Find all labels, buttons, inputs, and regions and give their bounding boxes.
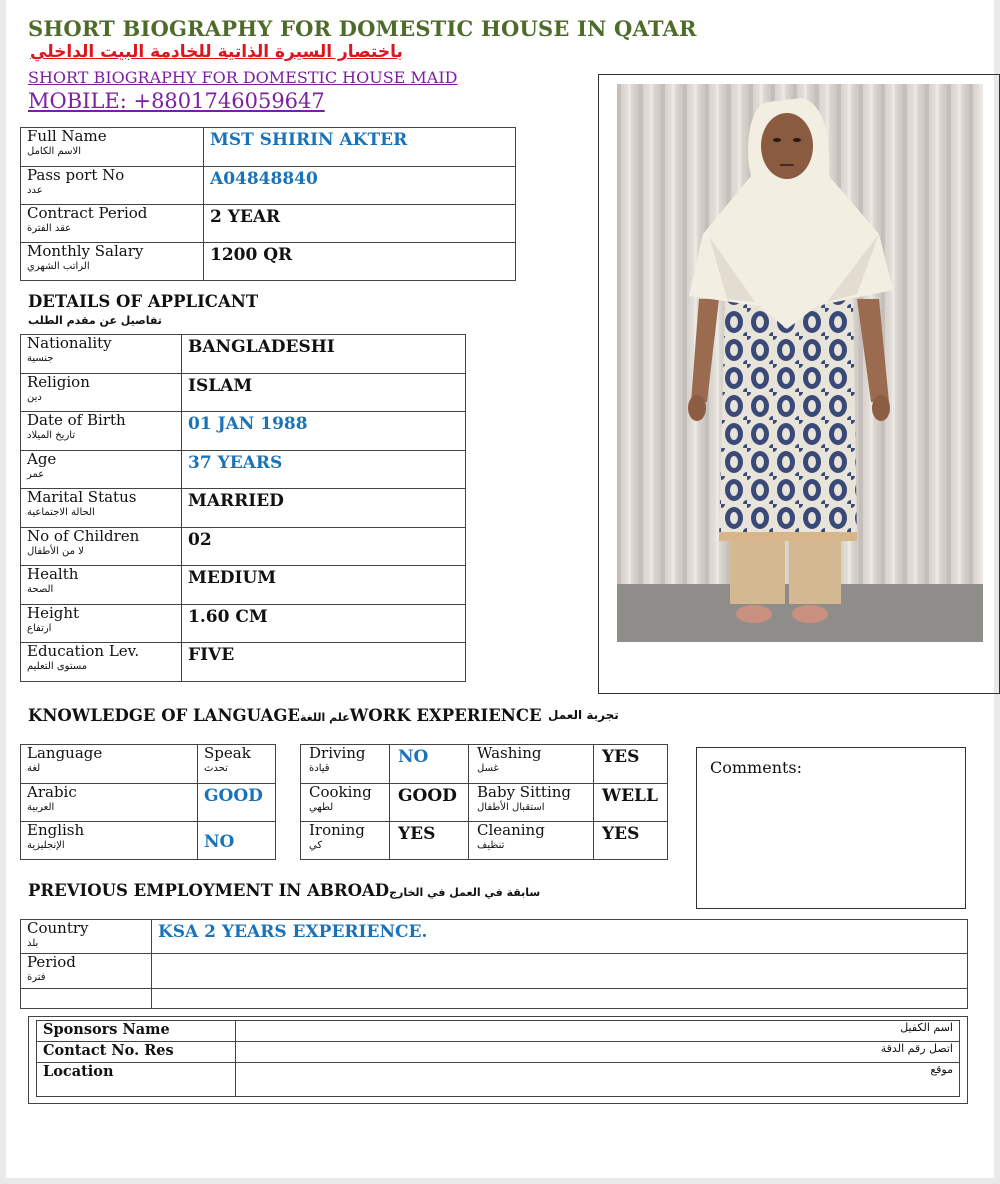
speak-col-label-ar: تحدث	[204, 763, 228, 774]
detail-value: 1.60 CM	[182, 604, 466, 643]
detail-label: Age	[27, 449, 57, 468]
previous-heading	[28, 881, 540, 900]
language-table	[20, 744, 276, 860]
mobile-number: MOBILE: +8801746059647	[28, 89, 325, 113]
photo-frame	[598, 74, 1000, 694]
detail-label: Nationality	[27, 334, 112, 352]
country-label: Country	[27, 919, 89, 937]
detail-label-ar: دين	[27, 391, 42, 403]
language-name: English	[27, 821, 85, 839]
work-skill-ar: غسل	[477, 763, 499, 774]
sponsor-table	[36, 1020, 960, 1097]
detail-label: Education Lev.	[27, 642, 140, 660]
passport-label-ar: عدد	[27, 185, 43, 196]
period-label: Period	[27, 953, 76, 971]
work-skill-value: YES	[390, 822, 469, 860]
detail-label: Height	[27, 603, 80, 622]
previous-row	[21, 989, 968, 1009]
work-skill-ar: لطهي	[309, 802, 334, 813]
detail-value: 37 YEARS	[182, 450, 466, 489]
skills-heading	[28, 706, 542, 725]
work-row	[301, 745, 668, 784]
work-skill: Ironing	[309, 821, 365, 839]
work-skill: Cooking	[309, 783, 372, 801]
summary-row	[21, 128, 516, 167]
details-row	[21, 373, 466, 412]
detail-label: Religion	[27, 372, 90, 391]
work-skill-value: GOOD	[390, 784, 469, 822]
details-table	[20, 334, 466, 682]
detail-label: Marital Status	[27, 488, 137, 506]
detail-label-ar: الصحة	[27, 584, 54, 595]
document-title: SHORT BIOGRAPHY FOR DOMESTIC HOUSE IN QATAR	[28, 16, 697, 41]
detail-label-ar: تاريخ الميلاد	[27, 430, 76, 441]
detail-label-ar: مستوى التعليم	[27, 661, 88, 672]
detail-label-ar: عمر	[27, 468, 45, 480]
work-skill-ar: قيادة	[309, 763, 330, 774]
details-row	[21, 527, 466, 566]
detail-value: MARRIED	[182, 489, 466, 528]
contract-label: Contract Period	[27, 204, 148, 222]
salary-label: Monthly Salary	[27, 242, 144, 260]
applicant-photo	[617, 84, 983, 642]
salary-value: 1200 QR	[204, 243, 516, 281]
sponsor-row	[37, 1021, 960, 1042]
sponsor-row	[37, 1042, 960, 1063]
work-skill-ar: تنظيف	[477, 840, 505, 851]
details-heading: DETAILS OF APPLICANT	[28, 292, 259, 311]
work-skill-ar: كي	[309, 840, 323, 851]
work-skill-ar: استقبال الأطفال	[477, 802, 545, 813]
period-value	[152, 954, 968, 989]
work-table	[300, 744, 668, 860]
work-heading-ar: تجربة العمل	[548, 708, 619, 722]
work-row	[301, 784, 668, 822]
detail-value: ISLAM	[182, 373, 466, 412]
previous-row	[21, 954, 968, 989]
summary-row	[21, 205, 516, 243]
work-skill: Driving	[309, 744, 366, 762]
language-level: GOOD	[198, 784, 276, 822]
details-row	[21, 566, 466, 605]
contract-value: 2 YEAR	[204, 205, 516, 243]
full-name-label-ar: الاسم الكامل	[27, 146, 82, 157]
detail-label-ar: الحالة الاجتماعية	[27, 507, 95, 518]
detail-label-ar: جنسية	[27, 353, 54, 364]
detail-value: 01 JAN 1988	[182, 412, 466, 451]
details-row	[21, 604, 466, 643]
detail-value: MEDIUM	[182, 566, 466, 605]
work-skill: Baby Sitting	[477, 783, 571, 801]
summary-row	[21, 243, 516, 281]
contact-label-ar: اتصل رقم الدقة	[236, 1042, 960, 1063]
sponsor-row	[37, 1063, 960, 1097]
work-skill-value: WELL	[594, 784, 668, 822]
summary-row	[21, 167, 516, 205]
language-row	[21, 784, 276, 822]
language-name-ar: العربية	[27, 802, 55, 813]
language-name: Arabic	[27, 783, 77, 801]
passport-value: A04848840	[204, 167, 516, 205]
location-label: Location	[37, 1063, 236, 1097]
salary-label-ar: الراتب الشهري	[27, 261, 90, 272]
contract-label-ar: عقد الفترة	[27, 223, 72, 234]
work-heading: WORK EXPERIENCE	[349, 706, 542, 725]
summary-table	[20, 127, 516, 281]
detail-label-ar: ارتفاع	[27, 622, 52, 634]
sponsor-name-label-ar: اسم الكفيل	[236, 1021, 960, 1042]
full-name-value: MST SHIRIN AKTER	[204, 128, 516, 167]
biodata-page	[6, 0, 994, 1178]
work-skill: Cleaning	[477, 821, 545, 839]
country-value: KSA 2 YEARS EXPERIENCE.	[152, 920, 968, 954]
detail-value: 02	[182, 527, 466, 566]
contact-label: Contact No. Res	[37, 1042, 236, 1063]
details-row	[21, 412, 466, 451]
work-row	[301, 822, 668, 860]
work-skill-value: YES	[594, 745, 668, 784]
detail-label-ar: لا من الأطفال	[27, 545, 84, 557]
comments-label: Comments:	[710, 758, 803, 777]
previous-heading-en: PREVIOUS EMPLOYMENT IN ABROAD	[28, 881, 390, 900]
language-row	[21, 745, 276, 784]
country-label-ar: بلد	[27, 938, 39, 949]
details-row	[21, 450, 466, 489]
sponsor-name-label: Sponsors Name	[37, 1021, 236, 1042]
work-skill: Washing	[477, 744, 542, 762]
full-name-label: Full Name	[27, 127, 107, 145]
passport-label: Pass port No	[27, 166, 125, 184]
detail-value: FIVE	[182, 643, 466, 682]
speak-col-label: Speak	[204, 744, 251, 762]
language-heading-ar: علم اللغة	[299, 711, 350, 724]
period-label-ar: فترة	[27, 972, 46, 983]
language-row	[21, 822, 276, 860]
detail-label: No of Children	[27, 526, 140, 545]
work-skill-value: NO	[390, 745, 469, 784]
language-col-label-ar: لغة	[27, 763, 41, 774]
language-name-ar: الإنجليزية	[27, 840, 65, 851]
details-row	[21, 643, 466, 682]
detail-value: BANGLADESHI	[182, 335, 466, 374]
language-col-label: Language	[27, 744, 103, 762]
details-row	[21, 489, 466, 528]
document-subtitle: SHORT BIOGRAPHY FOR DOMESTIC HOUSE MAID	[28, 68, 458, 87]
detail-label: Health	[27, 565, 79, 583]
document-title-arabic: باختصار السيرة الذاتية للخادمة البيت الداخلي	[30, 42, 403, 62]
details-heading-ar: تفاصيل عن مقدم الطلب	[28, 314, 162, 327]
previous-table	[20, 919, 968, 1009]
previous-row	[21, 920, 968, 954]
detail-label: Date of Birth	[27, 411, 126, 429]
work-skill-value: YES	[594, 822, 668, 860]
previous-heading-ar: سابقة في العمل في الخارج	[389, 886, 541, 899]
language-level: NO	[198, 822, 276, 860]
language-heading: KNOWLEDGE OF LANGUAGE	[28, 706, 300, 725]
location-label-ar: موقع	[236, 1063, 960, 1097]
details-row	[21, 335, 466, 374]
